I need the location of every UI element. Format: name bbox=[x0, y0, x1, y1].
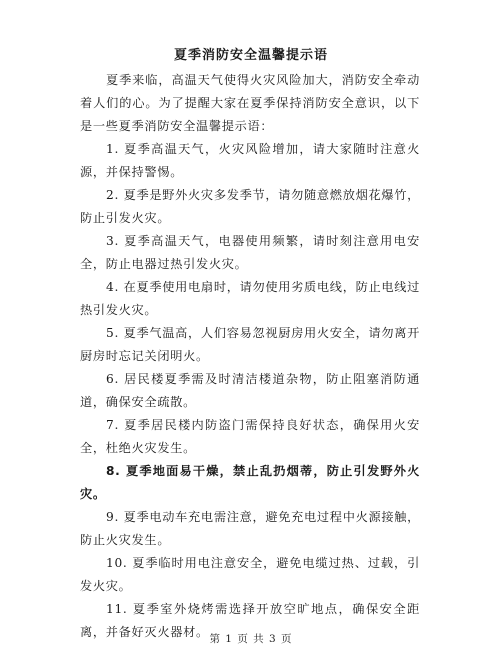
page-number-footer: 第 1 页 共 3 页 bbox=[209, 633, 293, 645]
tip-item-8: 8. 夏季地面易干燥，禁止乱扔烟蒂，防止引发野外火灾。 bbox=[80, 464, 420, 501]
document-title: 夏季消防安全温馨提示语 bbox=[173, 48, 328, 63]
tip-item-10: 10. 夏季临时用电注意安全，避免电缆过热、过载，引发火灾。 bbox=[80, 556, 420, 593]
tip-item-9: 9. 夏季电动车充电需注意，避免充电过程中火源接触，防止火灾发生。 bbox=[80, 510, 421, 547]
tip-item-11: 11. 夏季室外烧烤需选择开放空旷地点，确保安全距离，并备好灭火器材。 bbox=[80, 602, 420, 639]
tip-item-3: 3. 夏季高温天气，电器使用频繁，请时刻注意用电安全，防止电器过热引发火灾。 bbox=[80, 234, 420, 271]
tip-item-1: 1. 夏季高温天气，火灾风险增加，请大家随时注意火源，并保持警惕。 bbox=[80, 142, 420, 179]
tip-item-2: 2. 夏季是野外火灾多发季节，请勿随意燃放烟花爆竹，防止引发火灾。 bbox=[80, 188, 421, 225]
tip-item-5: 5. 夏季气温高，人们容易忽视厨房用火安全，请勿离开厨房时忘记关闭明火。 bbox=[80, 326, 421, 363]
tip-item-7: 7. 夏季居民楼内防盗门需保持良好状态，确保用火安全，杜绝火灾发生。 bbox=[80, 418, 420, 455]
tip-item-4: 4. 在夏季使用电扇时，请勿使用劣质电线，防止电线过热引发火灾。 bbox=[80, 280, 421, 317]
intro-paragraph: 夏季来临，高温天气使得火灾风险加大，消防安全牵动着人们的心。为了提醒大家在夏季保持消防安全意识，以下是一些夏季消防安全温馨提示语： bbox=[80, 73, 420, 133]
document-body bbox=[80, 69, 420, 644]
tip-item-6: 6. 居民楼夏季需及时清洁楼道杂物，防止阻塞消防通道，确保安全疏散。 bbox=[80, 372, 420, 409]
